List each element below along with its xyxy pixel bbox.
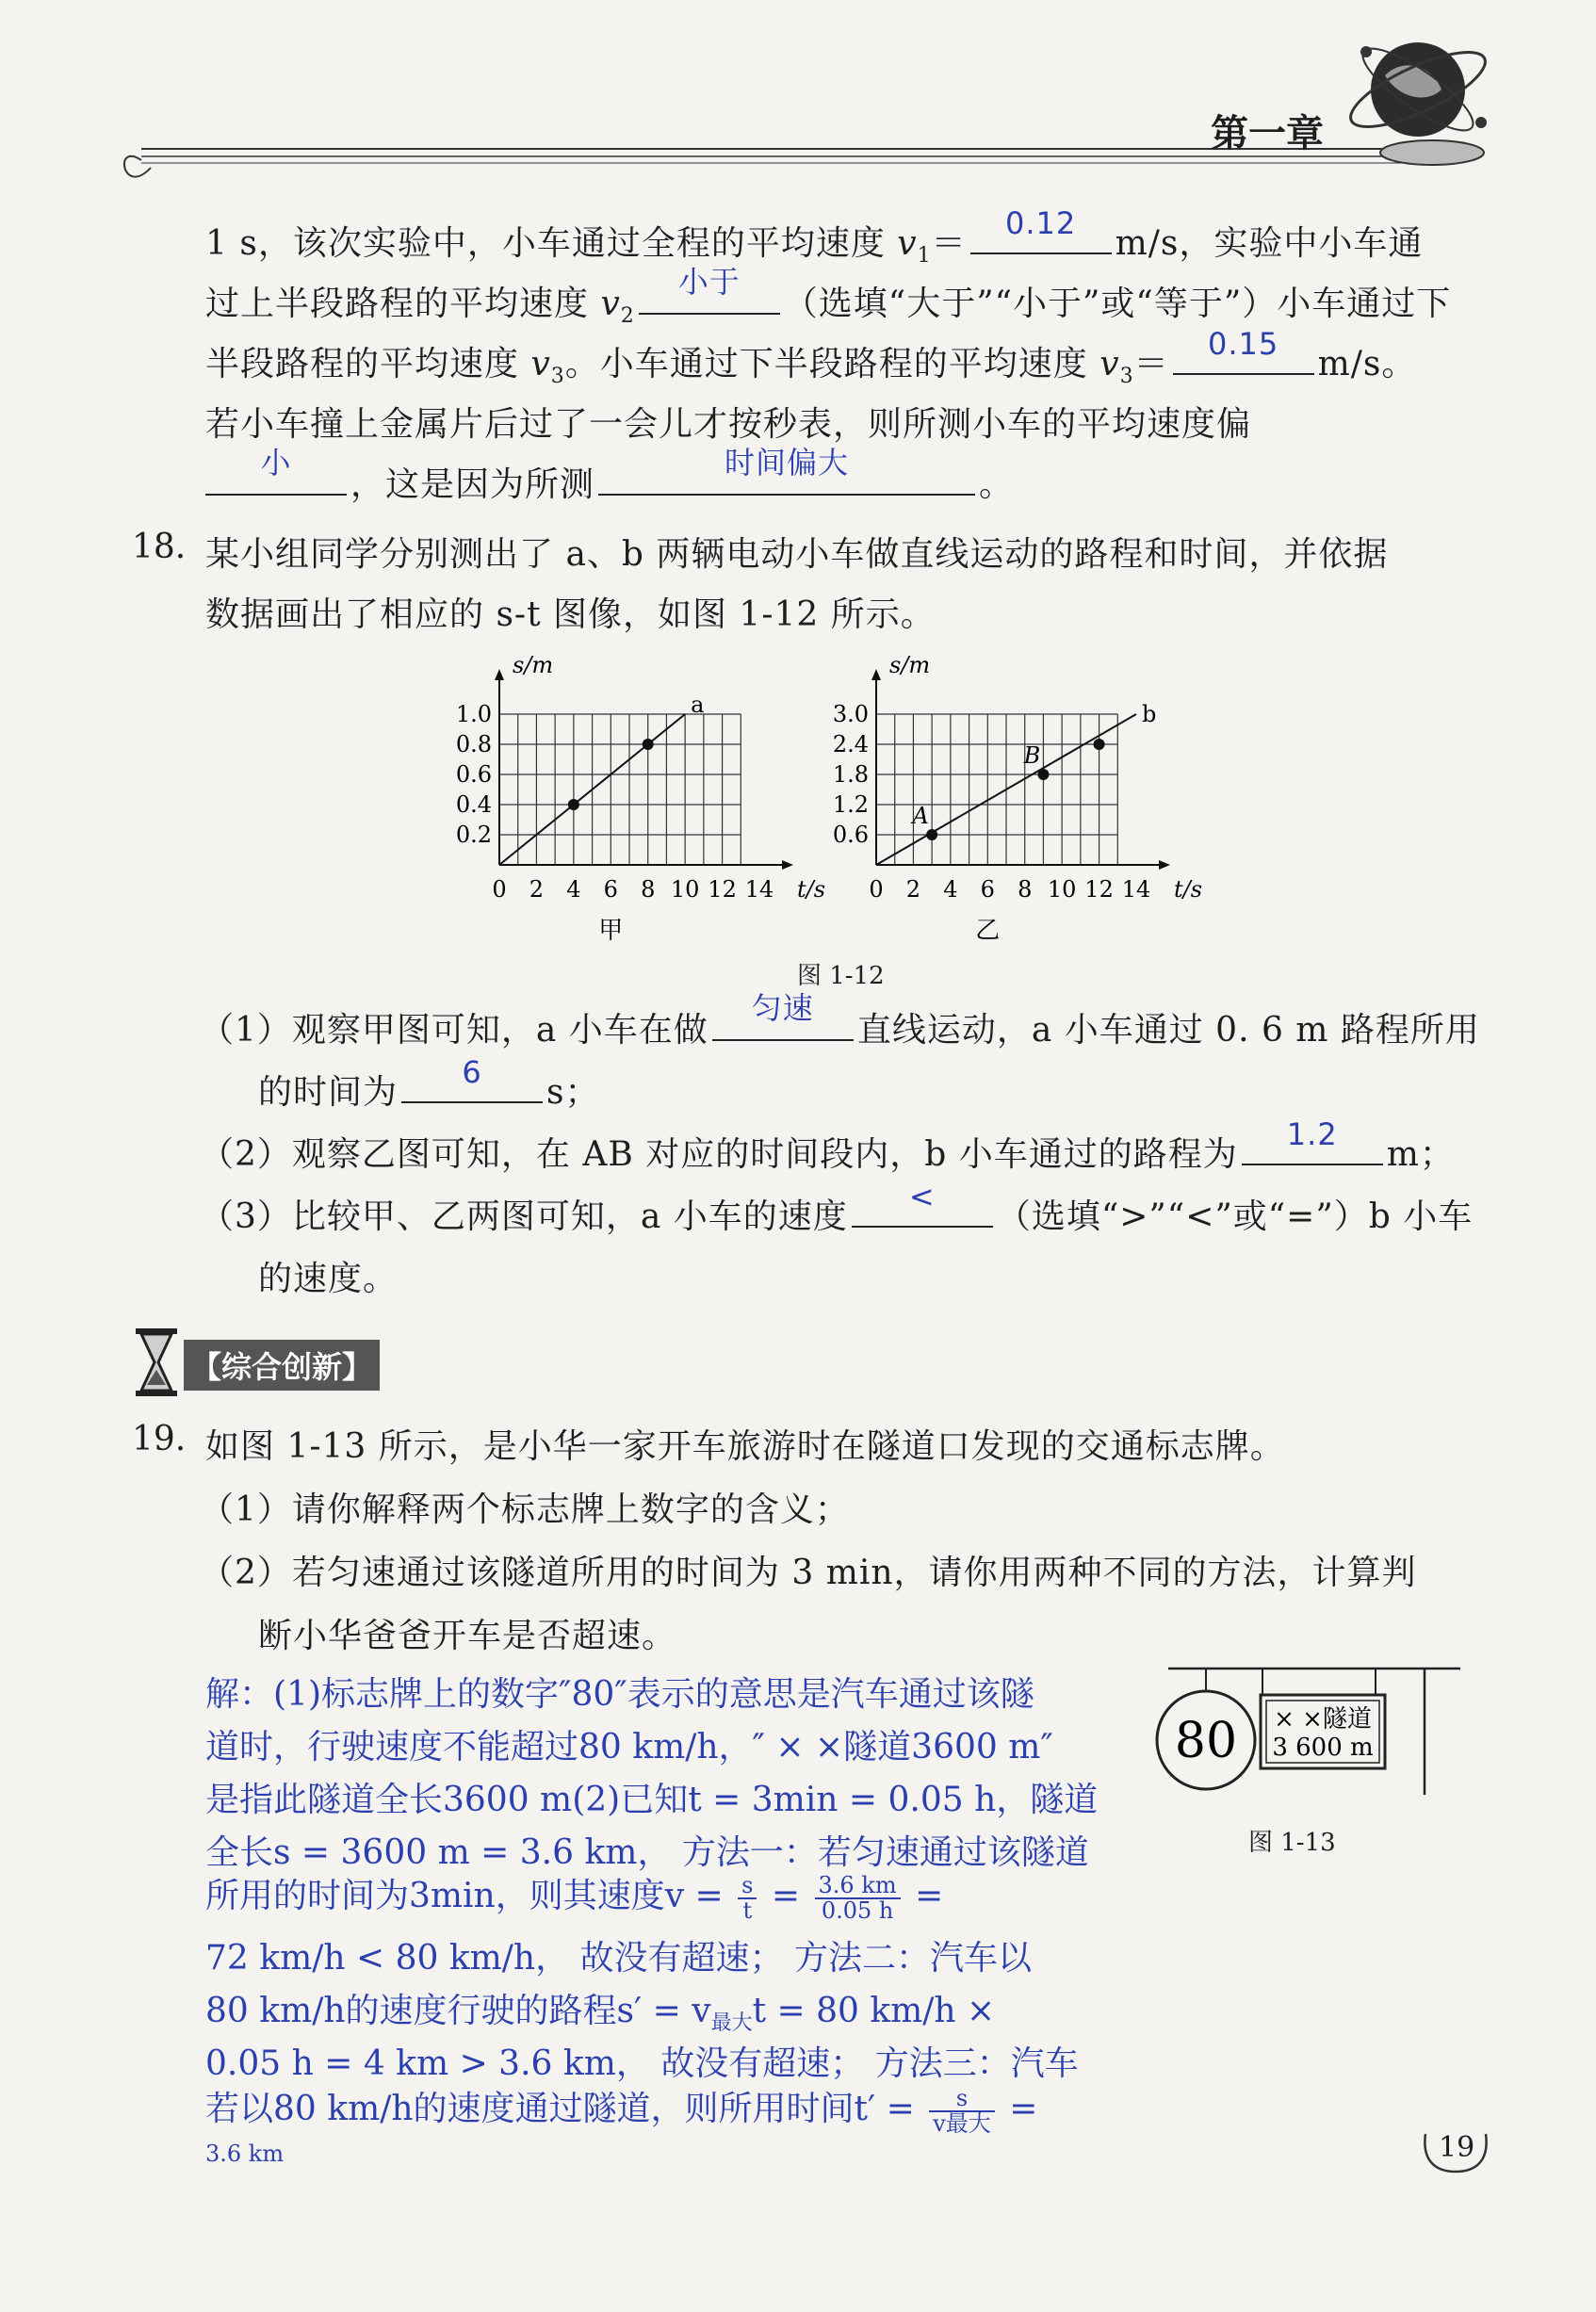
q18-answer-blank-3[interactable] (1242, 1116, 1383, 1165)
y-tick-label: 1.0 (455, 701, 492, 727)
q18-answer-blank-2[interactable] (401, 1054, 543, 1103)
y-tick-label: 0.4 (455, 791, 492, 818)
solution-line-9: 若以80 km/h的速度通过隧道，则所用时间t′ = (205, 2090, 926, 2128)
x-tick-label: 4 (943, 876, 958, 903)
y-tick-label: 1.8 (832, 761, 869, 788)
solution-line-1: 解：(1)标志牌上的数字″80″表示的意思是汽车通过该隧 (205, 1675, 1034, 1714)
q17-answer-blank-2[interactable] (639, 264, 780, 315)
q17-line4-text: 若小车撞上金属片后过了一会儿才按秒表，则所测小车的平均速度偏 (205, 405, 1252, 444)
fraction-values (815, 1871, 901, 1924)
figure-1-13-caption: 图 1-13 (1248, 1829, 1336, 1857)
y-tick-label: 0.2 (455, 822, 492, 848)
q17-v2-sub: 2 (620, 304, 635, 329)
q17-line2-rest: （选填“大于”“小于”或“等于”）小车通过下 (783, 285, 1452, 323)
tunnel-name: × ×隧道 (1274, 1705, 1372, 1734)
q17-answer-blank-3[interactable] (1173, 326, 1314, 375)
y-tick-label: 0.6 (455, 761, 492, 788)
q18-answer-blank-4[interactable] (852, 1179, 993, 1228)
y-tick-label: 0.6 (832, 822, 869, 848)
chart-jia (456, 652, 825, 945)
q19-part2-line2: 断小华爸爸开车是否超速。 (258, 1617, 677, 1655)
q17-answer-4: 小 (260, 445, 292, 480)
solution-line-10: 3.6 km (205, 2141, 285, 2167)
q19-solution: 解：(1)标志牌上的数字″80″表示的意思是汽车通过该隧 道时，行驶速度不能超过80 km/h，″ × ×隧道3600 m″ 是指此隧道全长3600 m(2)已知t = 3min = 0.05 h，隧道 全长s = 3600 m = 3.6 km， 方法一：若匀速通过该隧道 所用的时间为3min，则其速度v = $\frac{s}{t}$ = $\frac{3.6 km}{0.05 h}$ = 72 km/h < 80 km/h， 故没有超速； 方法二：汽车以 80 km/h的速度行驶的路程$s' = v_{最大}t = 80$ km/h × 0.05 h = 4 km > 3.6 km， 故没有超速； 方法三：汽车 若以80 km/h的速度通过隧道，则所用时间t′ = $\frac{s}{\text{v最大}}$ = 3.6 km (205, 1668, 1148, 2176)
point-label-A: A (912, 803, 929, 829)
chart-title: 甲 (598, 917, 624, 945)
y-axis-arrow (871, 669, 881, 680)
series-label-a: a (691, 692, 705, 718)
q19-part2-line1: （2）若匀速通过该隧道所用的时间为 3 min，请你用两种不同的方法，计算判 (200, 1554, 1417, 1592)
q17-v1-sub: 1 (917, 244, 932, 269)
solution-line-7-sub: 最大 (710, 2011, 753, 2036)
q18-part3-line2: 的速度。 (258, 1260, 399, 1298)
solution-line-4: 全长s = 3600 m = 3.6 km， 方法一：若匀速通过该隧道 (205, 1833, 1089, 1872)
q18-parts (200, 990, 1500, 1314)
x-tick-label: 10 (670, 876, 700, 903)
q17-answer-blank-1[interactable] (970, 205, 1112, 254)
solution-line-9-end: = (998, 2090, 1038, 2128)
solution-line-3: 是指此隧道全长3600 m(2)已知t = 3min = 0.05 h，隧道 (205, 1781, 1099, 1819)
fraction-denominator-2: 0.05 h (821, 1897, 894, 1924)
q18-part1-end: s； (546, 1073, 600, 1112)
x-tick-label: 2 (905, 876, 921, 903)
x-tick-label: 4 (566, 876, 581, 903)
q17-v1-symbol: v (897, 224, 918, 263)
x-tick-label: 2 (529, 876, 545, 903)
x-tick-label: 6 (603, 876, 618, 903)
y-axis-label: s/m (513, 652, 554, 678)
q17-line1-eq: ＝ (931, 224, 967, 263)
q17-v3-symbol: v (530, 345, 551, 383)
header-decoration (0, 0, 1596, 207)
fraction-denominator: t (742, 1897, 753, 1924)
x-axis-label: t/s (1174, 876, 1203, 903)
q18-answer-4: < (908, 1179, 936, 1214)
q18-part2-end: m； (1386, 1135, 1455, 1174)
q18-answer-blank-1[interactable] (712, 990, 854, 1041)
solution-line-7: 80 km/h的速度行驶的路程s′ = v (205, 1992, 711, 2030)
y-tick-label: 0.8 (455, 731, 492, 757)
q18-part3-rest: （选填“>”“<”或“=”）b 小车 (996, 1197, 1474, 1236)
q18-part1-line2: 的时间为 (258, 1073, 399, 1112)
solution-line-6: 72 km/h < 80 km/h， 故没有超速； 方法二：汽车以 (205, 1939, 1032, 1978)
x-tick-label: 12 (1084, 876, 1114, 903)
y-axis-label: s/m (889, 652, 931, 678)
figure-1-12-charts (443, 650, 1244, 999)
q18-answer-3: 1.2 (1286, 1116, 1338, 1152)
x-tick-label: 12 (708, 876, 737, 903)
x-tick-label: 6 (980, 876, 995, 903)
x-tick-label: 14 (1121, 876, 1151, 903)
chapter-title: 第一章 (1211, 111, 1324, 155)
fraction-numerator: s (738, 1874, 757, 1899)
q18-part1-text: （1）观察甲图可知，a 小车在做 (200, 1011, 708, 1050)
y-tick-label: 2.4 (832, 731, 869, 757)
y-tick-label: 1.2 (832, 791, 869, 818)
globe-icon (1342, 36, 1494, 165)
solution-line-2: 道时，行驶速度不能超过80 km/h，″ × ×隧道3600 m″ (205, 1728, 1053, 1767)
q17-line2-text: 过上半段路程的平均速度 (205, 285, 601, 323)
q17-answer-1: 0.12 (1005, 205, 1077, 241)
q18-part3-text: （3）比较甲、乙两图可知，a 小车的速度 (200, 1197, 848, 1236)
solution-line-7-end: t = 80 km/h × (752, 1992, 996, 2030)
q17-line5-end: 。 (979, 465, 1015, 504)
q17-answer-blank-5[interactable] (598, 445, 975, 496)
q17-line3-eq: ＝ (1133, 345, 1169, 383)
q17-answer-2: 小于 (677, 264, 741, 300)
q17-line1-rest: m/s，实验中小车通 (1115, 224, 1424, 263)
q18-answer-1: 匀速 (751, 990, 814, 1026)
q17-v2-symbol: v (600, 285, 621, 323)
q18-number: 18. (132, 528, 187, 566)
x-axis-label: t/s (797, 876, 826, 903)
q19-number: 19. (132, 1420, 187, 1458)
q17-block (205, 205, 1487, 518)
x-axis-arrow (1159, 860, 1170, 870)
q18-stem-line1: 某小组同学分别测出了 a、b 两辆电动小车做直线运动的路程和时间，并依据 (205, 535, 1389, 574)
q19-stem-line1: 如图 1-13 所示，是小华一家开车旅游时在隧道口发现的交通标志牌。 (205, 1427, 1285, 1466)
section-title: 【综合创新】 (184, 1340, 380, 1391)
y-axis-arrow (495, 669, 504, 680)
q17-line3-text: 半段路程的平均速度 (205, 345, 531, 383)
data-point (643, 739, 654, 750)
data-point (1094, 739, 1105, 750)
q19-part1: （1）请你解释两个标志牌上数字的含义； (200, 1490, 850, 1529)
q18-answer-2: 6 (462, 1054, 482, 1090)
figure-1-13-traffic-signs (1149, 1663, 1470, 1818)
solution-line-8: 0.05 h = 4 km > 3.6 km， 故没有超速； 方法三：汽车 (205, 2044, 1079, 2083)
data-point (1037, 769, 1049, 780)
q18-part1-rest: 直线运动，a 小车通过 0. 6 m 路程所用 (856, 1011, 1480, 1050)
q17-line1-text: 1 s，该次实验中，小车通过全程的平均速度 (205, 224, 898, 263)
solution-line-5: 所用的时间为3min，则其速度v = (205, 1877, 735, 1915)
x-axis-arrow (782, 860, 793, 870)
speed-limit-value: 80 (1174, 1713, 1238, 1769)
fraction-numerator-3: s (929, 2087, 995, 2112)
hourglass-icon (132, 1327, 181, 1398)
q17-v3-sub: 3 (550, 365, 565, 389)
chart-title: 乙 (975, 917, 1001, 945)
chart-yi (833, 652, 1202, 945)
page-number: 19 (1439, 2131, 1475, 2164)
point-label-B: B (1023, 742, 1041, 769)
q17-line5-text: ，这是因为所测 (350, 465, 595, 504)
series-label-b: b (1142, 701, 1157, 727)
solution-line-5-end: = (904, 1877, 944, 1915)
q17-v3-symbol-2: v (1099, 345, 1120, 383)
fraction-denominator-3: v最大 (933, 2110, 991, 2137)
q17-answer-5: 时间偏大 (725, 445, 850, 480)
tunnel-length: 3 600 m (1272, 1734, 1374, 1762)
data-point (926, 829, 937, 840)
x-tick-label: 0 (492, 876, 507, 903)
x-tick-label: 14 (744, 876, 774, 903)
q18-stem-line2: 数据画出了相应的 s-t 图像，如图 1-12 所示。 (205, 595, 936, 634)
q17-v3-sub-2: 3 (1119, 365, 1134, 389)
fraction-s-over-vmax (929, 2084, 995, 2137)
x-tick-label: 8 (641, 876, 656, 903)
figure-1-12-caption: 图 1-12 (797, 962, 885, 990)
q17-line3-rest: m/s。 (1317, 345, 1417, 383)
y-tick-label: 3.0 (832, 701, 869, 727)
fraction-numerator-2: 3.6 km (815, 1874, 901, 1899)
fraction-s-over-t (738, 1871, 757, 1924)
data-point (568, 799, 579, 810)
q17-answer-3: 0.15 (1207, 326, 1279, 362)
q17-line3-mid: 。小车通过下半段路程的平均速度 (564, 345, 1100, 383)
q17-answer-blank-4[interactable] (205, 445, 347, 496)
q18-part2-text: （2）观察乙图可知，在 AB 对应的时间段内，b 小车通过的路程为 (200, 1135, 1238, 1174)
x-tick-label: 10 (1047, 876, 1077, 903)
x-tick-label: 0 (869, 876, 884, 903)
x-tick-label: 8 (1018, 876, 1033, 903)
